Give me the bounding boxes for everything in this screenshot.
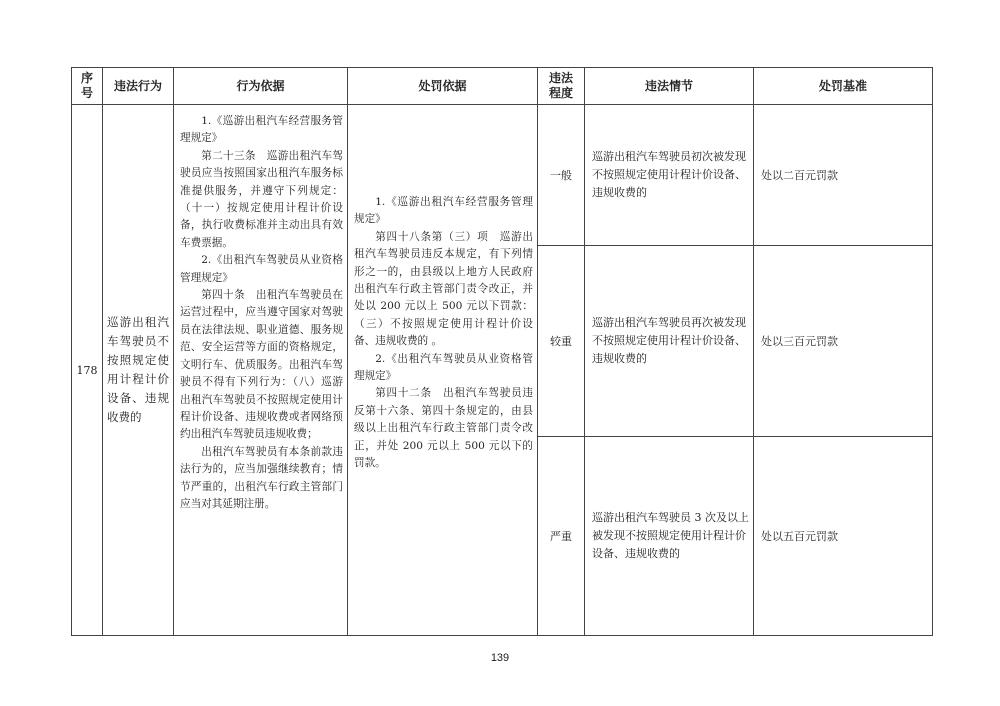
header-index: 序号 — [72, 68, 103, 105]
standard-general: 处以二百元罚款 — [754, 105, 933, 246]
circumstance-general: 巡游出租汽车驾驶员初次被发现不按照规定使用计程计价设备、违规收费的 — [585, 105, 754, 246]
standard-serious: 处以三百元罚款 — [754, 246, 933, 437]
circumstance-serious: 巡游出租汽车驾驶员再次被发现不按照规定使用计程计价设备、违规收费的 — [585, 246, 754, 437]
penalty-basis-cell — [348, 105, 538, 636]
severity-serious: 较重 — [538, 246, 585, 437]
table-row — [72, 105, 933, 246]
row-behavior: 巡游出租汽车驾驶员不按照规定使用计程计价设备、违规收费的 — [103, 105, 174, 636]
penalty-table — [71, 67, 933, 636]
header-penalty-basis: 处罚依据 — [348, 68, 538, 105]
legal-basis-para: 第二十三条 巡游出租汽车驾驶员应当按照国家出租汽车服务标准提供服务，并遵守下列规定：（十一）按规定使用计程计价设备，执行收费标准并主动出具有效车费票据。 — [180, 149, 343, 249]
page-number: 139 — [490, 652, 510, 664]
legal-basis-para: 第四十条 出租汽车驾驶员在运营过程中，应当遵守国家对驾驶员在法律法规、职业道德、服务规范、安全运营等方面的资格规定，文明行车、优质服务。出租汽车驾驶员不得有下列行为：（八）巡游出租汽车驾驶员不按照规定使用计程计价设备、违规收费或者网络预约出租汽车驾驶员违规收费； — [180, 289, 343, 441]
legal-basis-para: 1.《巡游出租汽车经营服务管理规定》 — [180, 115, 343, 145]
penalty-basis-para: 1.《巡游出租汽车经营服务管理规定》 — [354, 196, 533, 226]
legal-basis-para: 出租汽车驾驶员有本条前款违法行为的，应当加强继续教育；情节严重的，出租汽车行政主管部门应当对其延期注册。 — [180, 445, 343, 510]
header-circumstance: 违法情节 — [585, 68, 754, 105]
standard-severe: 处以五百元罚款 — [754, 437, 933, 636]
penalty-basis-para: 2.《出租汽车驾驶员从业资格管理规定》 — [354, 352, 533, 383]
header-severity: 违法程度 — [538, 68, 585, 105]
header-legal-basis: 行为依据 — [174, 68, 348, 105]
severity-general: 一般 — [538, 105, 585, 246]
legal-basis-cell — [174, 105, 348, 636]
circumstance-severe: 巡游出租汽车驾驶员 3 次及以上被发现不按照规定使用计程计价设备、违规收费的 — [585, 437, 754, 636]
header-behavior: 违法行为 — [103, 68, 174, 105]
row-index: 178 — [72, 105, 103, 636]
penalty-basis-para: 第四十二条 出租汽车驾驶员违反第十六条、第四十条规定的，由县级以上出租汽车行政主管部门责令改正，并处 200 元以上 500 元以下的罚款。 — [354, 387, 533, 470]
penalty-basis-para: 第四十八条第（三）项 巡游出租汽车驾驶员违反本规定，有下列情形之一的，由县级以上地方人民政府出租汽车行政主管部门责令改正，并处以 200 元以上 500 元以下罚款：（三）不按照规定使用计程计价设备、违规收费的 。 — [354, 230, 533, 348]
legal-basis-para: 2.《出租汽车驾驶员从业资格管理规定》 — [180, 254, 343, 284]
severity-severe: 严重 — [538, 437, 585, 636]
header-row — [72, 68, 933, 105]
header-standard: 处罚基准 — [754, 68, 933, 105]
